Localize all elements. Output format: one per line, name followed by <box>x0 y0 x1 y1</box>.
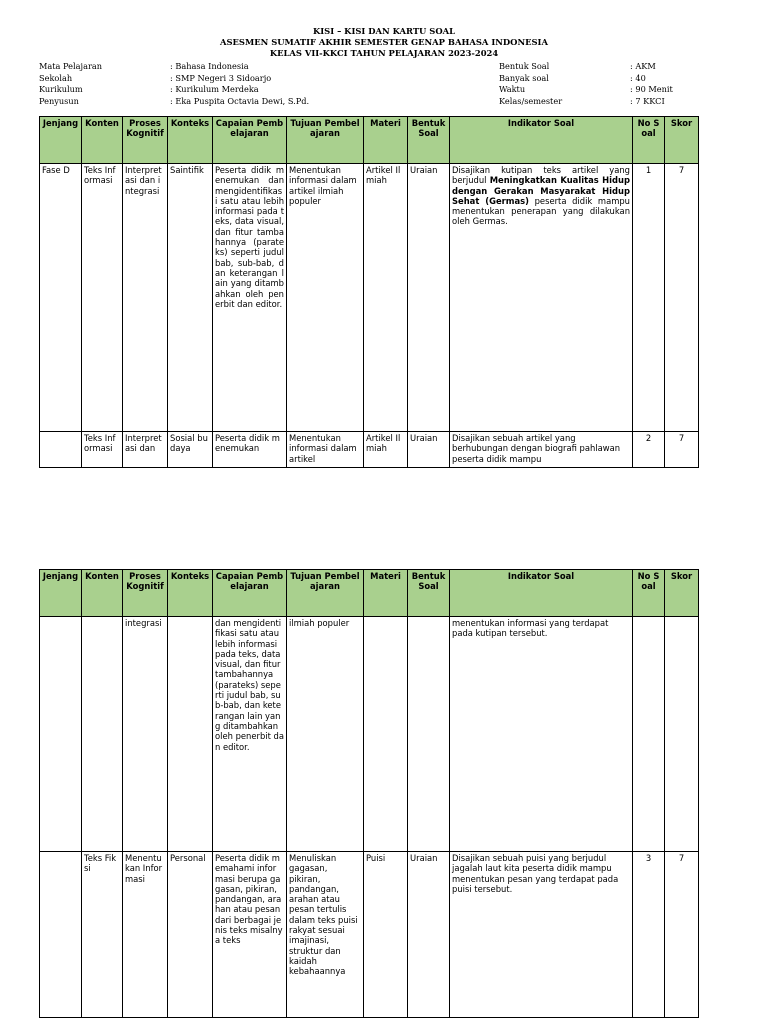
info-label-banyak: Banyak soal <box>499 72 549 83</box>
cell-jenjang <box>40 617 82 852</box>
col-header-bentuk: Bentuk Soal <box>408 570 450 617</box>
info-label-penyusun: Penyusun <box>39 95 79 106</box>
cell-bentuk: Uraian <box>408 164 450 432</box>
col-header-capaian: Capaian Pembelajaran <box>213 117 287 164</box>
info-value-sekolah: : SMP Negeri 3 Sidoarjo <box>170 72 272 83</box>
info-right-labels <box>499 61 562 107</box>
info-right-values <box>630 61 673 107</box>
col-header-indikator: Indikator Soal <box>450 117 633 164</box>
table-row <box>40 164 699 432</box>
info-label-kelas: Kelas/semester <box>499 95 563 106</box>
cell-indikator: Disajikan sebuah puisi yang berjudul jagalah laut kita peserta didik mampu menentukan pesan yang terdapat pada puisi tersebut. <box>450 852 633 1018</box>
cell-konteks: Personal <box>168 852 213 1018</box>
cell-konteks: Saintifik <box>168 164 213 432</box>
info-label-bentuk: Bentuk Soal <box>499 61 550 71</box>
cell-materi: Artikel Ilmiah <box>364 432 408 468</box>
cell-bentuk <box>408 617 450 852</box>
cell-tujuan: ilmiah populer <box>287 617 364 852</box>
col-header-jenjang: Jenjang <box>40 117 82 164</box>
cell-skor: 7 <box>665 852 699 1018</box>
info-label-sekolah: Sekolah <box>39 72 73 83</box>
info-left-values <box>170 61 309 107</box>
cell-bentuk: Uraian <box>408 432 450 468</box>
cell-skor: 7 <box>665 164 699 432</box>
col-header-skor: Skor <box>665 117 699 164</box>
col-header-skor: Skor <box>665 570 699 617</box>
cell-skor <box>665 617 699 852</box>
cell-no-soal: 1 <box>633 164 665 432</box>
info-value-banyak: : 40 <box>630 72 646 83</box>
indikator-article-title: Meningkatkan Kualitas Hidup dengan Gerakan Masyarakat Hidup Sehat (Germas) <box>452 175 630 206</box>
cell-skor: 7 <box>665 432 699 468</box>
col-header-capaian: Capaian Pembelajaran <box>213 570 287 617</box>
doc-subtitle: ASESMEN SUMATIF AKHIR SEMESTER GENAP BAHASA INDONESIA <box>220 37 548 47</box>
table-header-row <box>40 117 699 164</box>
cell-proses: Interpretasi dan <box>123 432 168 468</box>
table-row <box>40 432 699 468</box>
cell-jenjang: Fase D <box>40 164 82 432</box>
doc-class-year: KELAS VII-KKCI TAHUN PELAJARAN 2023-2024 <box>269 48 499 58</box>
cell-capaian: Peserta didik menemukan <box>213 432 287 468</box>
col-header-konteks: Konteks <box>168 117 213 164</box>
info-label-waktu: Waktu <box>499 84 526 94</box>
cell-jenjang <box>40 852 82 1018</box>
col-header-proses: Proses Kognitif <box>123 570 168 617</box>
doc-title: KISI – KISI DAN KARTU SOAL <box>312 26 456 36</box>
col-header-konteks: Konteks <box>168 570 213 617</box>
cell-indikator: Disajikan sebuah artikel yang berhubungan dengan biografi pahlawan peserta didik mampu <box>450 432 633 468</box>
cell-konten: Teks Informasi <box>82 164 123 432</box>
cell-materi: Artikel Ilmiah <box>364 164 408 432</box>
cell-bentuk: Uraian <box>408 852 450 1018</box>
col-header-materi: Materi <box>364 117 408 164</box>
cell-materi <box>364 617 408 852</box>
kisi-table-1 <box>39 116 699 468</box>
table-header-row <box>40 570 699 617</box>
cell-indikator: menentukan informasi yang terdapat pada kutipan tersebut. <box>450 617 633 852</box>
info-value-penyusun: : Eka Puspita Octavia Dewi, S.Pd. <box>170 95 310 106</box>
indikator-text-post: peserta didik mampu menentukan penerapan yang dilakukan oleh Germas. <box>452 195 630 227</box>
cell-konten: Teks Fiksi <box>82 852 123 1018</box>
kisi-table-2 <box>39 569 699 1018</box>
cell-indikator <box>450 164 633 432</box>
info-left-labels <box>39 61 102 107</box>
cell-tujuan: Menentukan informasi dalam artikel <box>287 432 364 468</box>
col-header-no: No Soal <box>633 570 665 617</box>
col-header-materi: Materi <box>364 570 408 617</box>
cell-capaian: Peserta didik memahami informasi berupa gagasan, pikiran, pandangan, arahan atau pesan dari berbagai jenis teks misalnya teks <box>213 852 287 1018</box>
cell-tujuan: Menentukan informasi dalam artikel ilmiah populer <box>287 164 364 432</box>
cell-proses: Interpretasi dan integrasi <box>123 164 168 432</box>
cell-konten: Teks Informasi <box>82 432 123 468</box>
col-header-proses: Proses Kognitif <box>123 117 168 164</box>
info-value-kelas: : 7 KKCI <box>630 95 665 106</box>
col-header-konten: Konten <box>82 117 123 164</box>
cell-capaian: Peserta didik menemukan dan mengidentifikasi satu atau lebih informasi pada teks, data visual, dan fitur tambahannya (parateks) seperti judul bab, sub-bab, dan keterangan lain yang ditambahkan oleh penerbit dan editor. <box>213 164 287 432</box>
cell-no-soal: 2 <box>633 432 665 468</box>
cell-konteks <box>168 617 213 852</box>
cell-konteks: Sosial budaya <box>168 432 213 468</box>
cell-proses: integrasi <box>123 617 168 852</box>
col-header-tujuan: Tujuan Pembelajaran <box>287 570 364 617</box>
table-row <box>40 852 699 1018</box>
info-label-mapel: Mata Pelajaran <box>39 61 103 71</box>
cell-materi: Puisi <box>364 852 408 1018</box>
info-label-kurikulum: Kurikulum <box>39 84 83 94</box>
cell-jenjang <box>40 432 82 468</box>
col-header-no: No Soal <box>633 117 665 164</box>
cell-konten <box>82 617 123 852</box>
info-value-waktu: : 90 Menit <box>630 84 673 94</box>
col-header-indikator: Indikator Soal <box>450 570 633 617</box>
info-value-mapel: : Bahasa Indonesia <box>170 61 249 71</box>
cell-tujuan: Menuliskan gagasan, pikiran, pandangan, arahan atau pesan tertulis dalam teks puisi rakyat sesuai imajinasi, struktur dan kaidah kebahaannya <box>287 852 364 1018</box>
info-value-kurikulum: : Kurikulum Merdeka <box>170 84 259 94</box>
cell-proses: Menentukan Informasi <box>123 852 168 1018</box>
indikator-text-pre: Disajikan kutipan teks artikel yang berjudul <box>452 165 630 186</box>
col-header-tujuan: Tujuan Pembelajaran <box>287 117 364 164</box>
info-value-bentuk: : AKM <box>630 61 656 71</box>
col-header-jenjang: Jenjang <box>40 570 82 617</box>
cell-no-soal <box>633 617 665 852</box>
col-header-bentuk: Bentuk Soal <box>408 117 450 164</box>
cell-no-soal: 3 <box>633 852 665 1018</box>
col-header-konten: Konten <box>82 570 123 617</box>
table-row <box>40 617 699 852</box>
cell-capaian: dan mengidentifikasi satu atau lebih informasi pada teks, data visual, dan fitur tambahannya (parateks) seperti judul bab, sub-bab, dan keterangan lain yang ditambahkan oleh penerbit dan editor. <box>213 617 287 852</box>
